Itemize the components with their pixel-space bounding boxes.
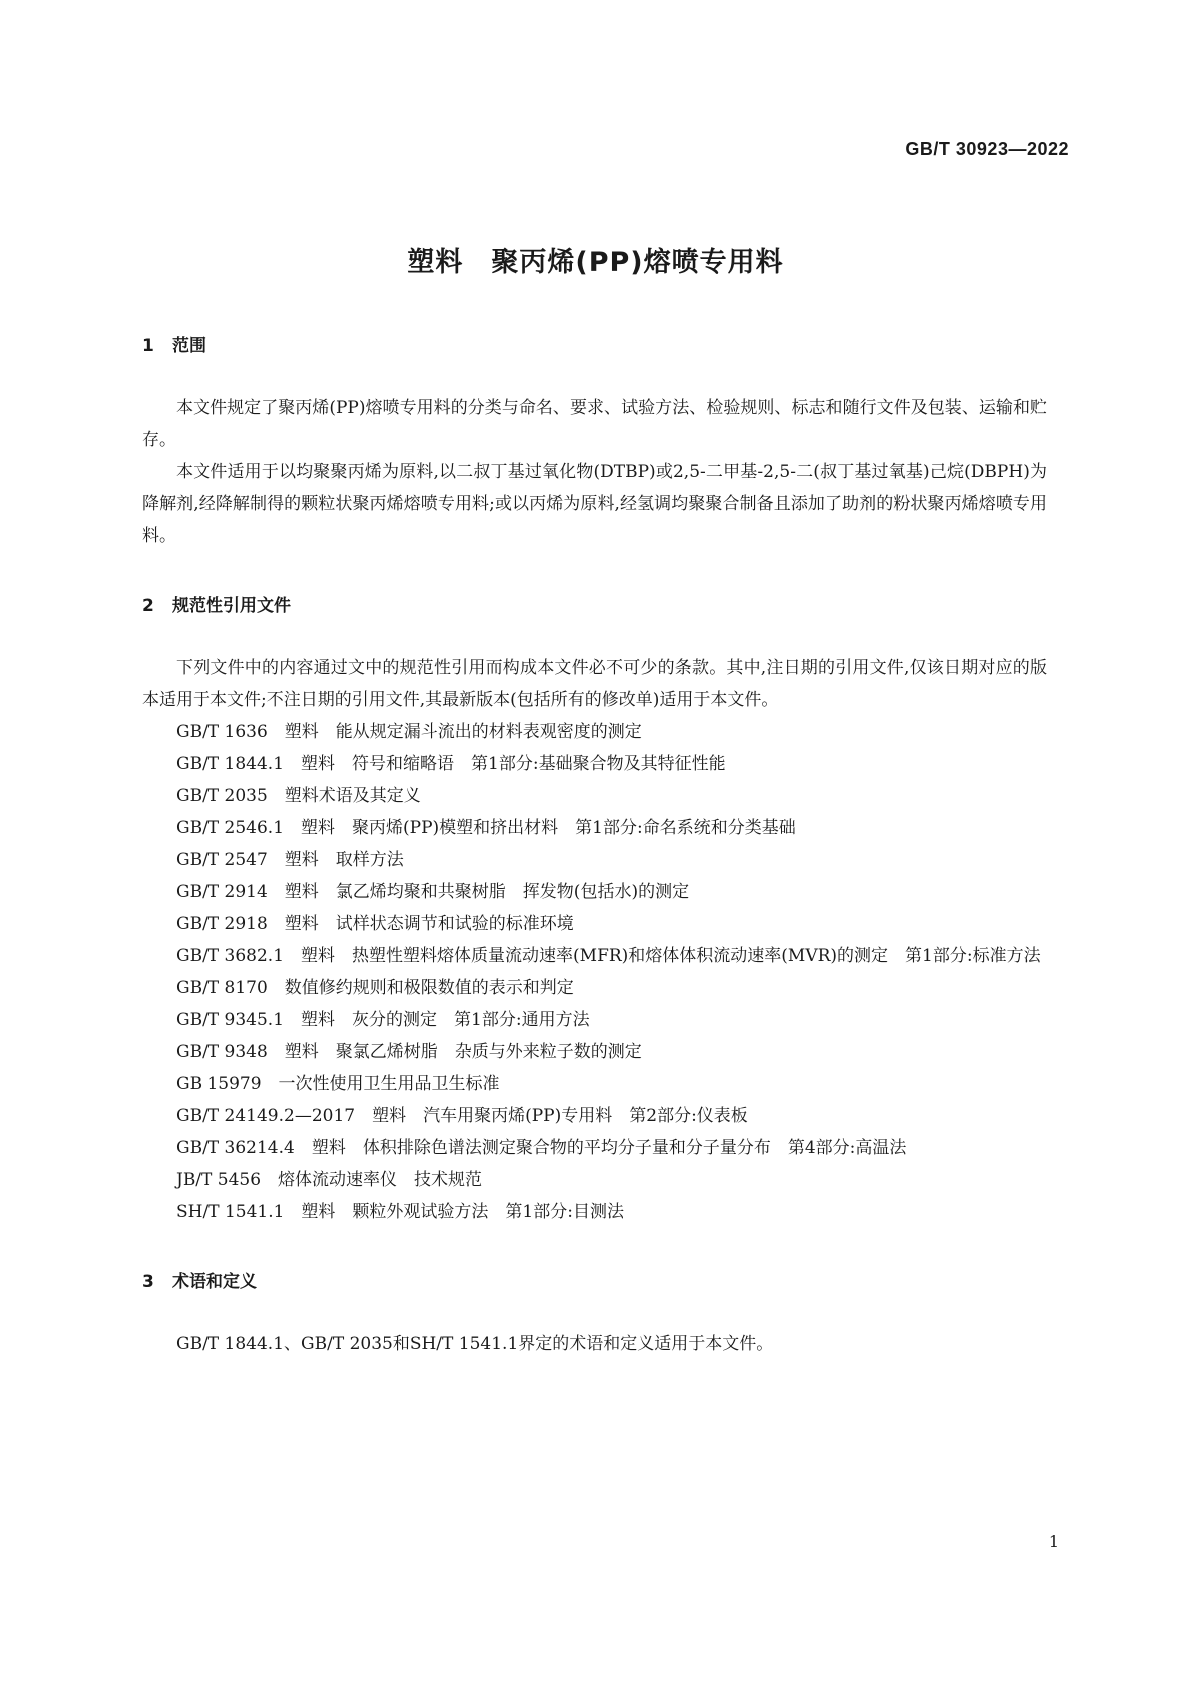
section-2-heading xyxy=(142,590,1047,622)
reference-item: GB/T 9345.1 塑料 灰分的测定 第1部分:通用方法 xyxy=(176,1010,590,1030)
standard-number: GB/T 30923—2022 xyxy=(905,139,1069,159)
references-intro: 下列文件中的内容通过文中的规范性引用而构成本文件必不可少的条款。其中,注日期的引用文件,仅该日期对应的版本适用于本文件;不注日期的引用文件,其最新版本(包括所有的修改单)适用于本文件。 xyxy=(142,658,1047,710)
reference-item: GB/T 36214.4 塑料 体积排除色谱法测定聚合物的平均分子量和分子量分布 第4部分:高温法 xyxy=(176,1138,907,1158)
reference-item: GB/T 8170 数值修约规则和极限数值的表示和判定 xyxy=(176,978,574,998)
reference-item: GB/T 2547 塑料 取样方法 xyxy=(176,850,404,870)
reference-item: GB/T 3682.1 塑料 热塑性塑料熔体质量流动速率(MFR)和熔体体积流动速率(MVR)的测定 第1部分:标准方法 xyxy=(176,946,1041,966)
reference-item: GB/T 2918 塑料 试样状态调节和试验的标准环境 xyxy=(176,914,574,934)
document-body xyxy=(142,330,1047,1360)
section-number: 2 xyxy=(142,596,154,616)
reference-item: GB/T 2546.1 塑料 聚丙烯(PP)模塑和挤出材料 第1部分:命名系统和分类基础 xyxy=(176,818,796,838)
document-title: 塑料 聚丙烯(PP)熔喷专用料 xyxy=(407,247,784,278)
reference-item: GB/T 9348 塑料 聚氯乙烯树脂 杂质与外来粒子数的测定 xyxy=(176,1042,642,1062)
reference-item: GB/T 1844.1 塑料 符号和缩略语 第1部分:基础聚合物及其特征性能 xyxy=(176,754,726,774)
section-title: 规范性引用文件 xyxy=(172,596,291,616)
reference-list xyxy=(142,716,1047,1228)
section-title: 范围 xyxy=(172,336,206,356)
section-3-heading xyxy=(142,1266,1047,1298)
reference-item: GB/T 2914 塑料 氯乙烯均聚和共聚树脂 挥发物(包括水)的测定 xyxy=(176,882,690,902)
reference-item: GB/T 1636 塑料 能从规定漏斗流出的材料表观密度的测定 xyxy=(176,722,642,742)
reference-item: JB/T 5456 熔体流动速率仪 技术规范 xyxy=(176,1170,483,1190)
section-title: 术语和定义 xyxy=(172,1272,257,1292)
reference-item: GB 15979 一次性使用卫生用品卫生标准 xyxy=(176,1074,500,1094)
section-1-heading xyxy=(142,330,1047,362)
scope-paragraph: 本文件规定了聚丙烯(PP)熔喷专用料的分类与命名、要求、试验方法、检验规则、标志和随行文件及包装、运输和贮存。 xyxy=(142,398,1047,450)
terms-paragraph: GB/T 1844.1、GB/T 2035和SH/T 1541.1界定的术语和定义适用于本文件。 xyxy=(176,1334,774,1354)
reference-item: SH/T 1541.1 塑料 颗粒外观试验方法 第1部分:目测法 xyxy=(176,1202,624,1222)
scope-paragraph: 本文件适用于以均聚聚丙烯为原料,以二叔丁基过氧化物(DTBP)或2,5-二甲基-2,5-二(叔丁基过氧基)己烷(DBPH)为降解剂,经降解制得的颗粒状聚丙烯熔喷专用料;或以丙烯为原料,经氢调均聚聚合制备且添加了助剂的粉状聚丙烯熔喷专用料。 xyxy=(142,462,1047,546)
section-number: 1 xyxy=(142,336,154,356)
page-number: 1 xyxy=(1048,1532,1059,1551)
section-number: 3 xyxy=(142,1272,154,1292)
reference-item: GB/T 24149.2—2017 塑料 汽车用聚丙烯(PP)专用料 第2部分:仪表板 xyxy=(176,1106,748,1126)
reference-item: GB/T 2035 塑料术语及其定义 xyxy=(176,786,421,806)
